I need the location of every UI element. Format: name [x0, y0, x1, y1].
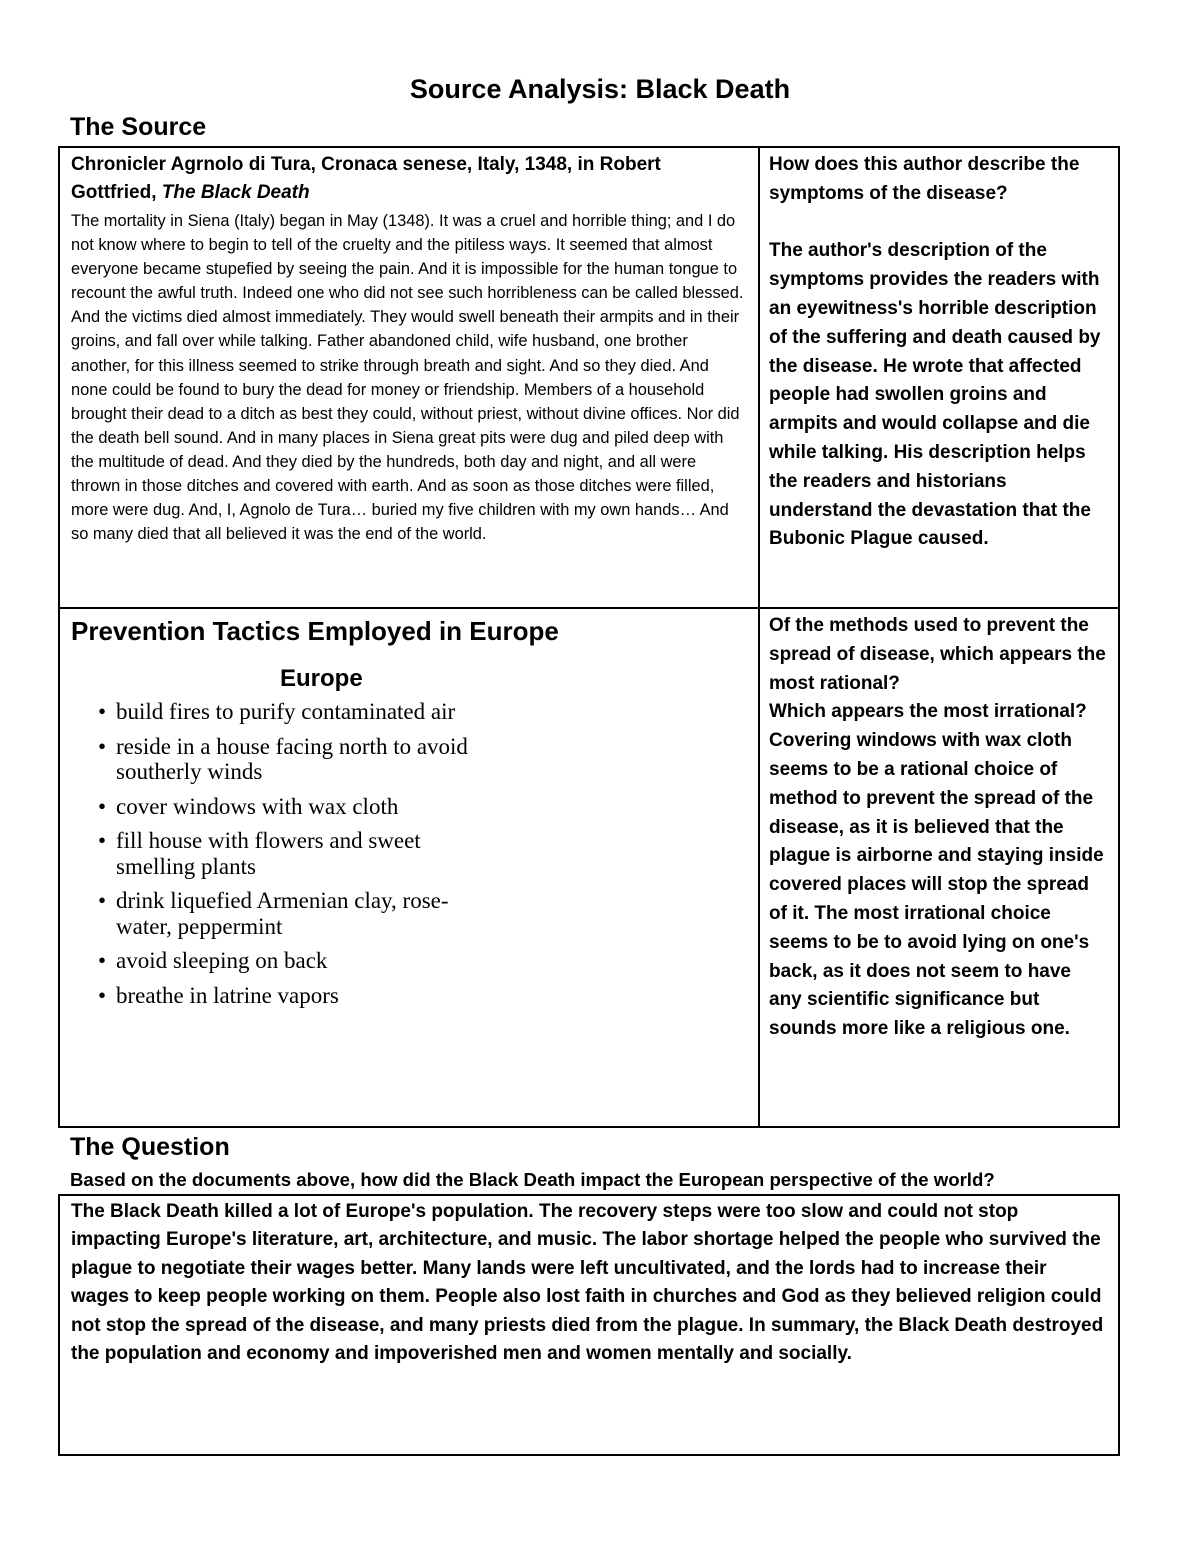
source-cell: [58, 146, 760, 609]
essay-box: [58, 1194, 1120, 1456]
list-item: • fill house with flowers and sweet smelling plants: [98, 828, 476, 879]
citation-book-title: The Black Death: [161, 182, 310, 203]
list-item: • cover windows with wax cloth: [98, 794, 516, 820]
source-heading: The Source: [70, 113, 207, 141]
methods-answer: Covering windows with wax cloth seems to be a rational choice of method to prevent the spread of the disease, as it is believed that the plague is airborne and staying inside covered places will stop the spread of it. The most irrational choice seems to be to avoid lying on one's back, as it does not seem to have any scientific significance but sounds more like a religious one.: [769, 730, 1104, 1040]
prevention-heading: Prevention Tactics Employed in Europe: [71, 616, 559, 646]
citation-text: Chronicler Agrnolo di Tura, Cronaca senese, Italy, 1348, in Robert Gottfried,: [71, 154, 661, 203]
list-item: • build fires to purify contaminated air: [98, 699, 516, 725]
list-item: • breathe in latrine vapors: [98, 983, 516, 1009]
methods-cell: [758, 607, 1120, 1128]
list-item: • avoid sleeping on back: [98, 948, 516, 974]
prevention-list: [98, 699, 516, 1017]
methods-question-irrational: Which appears the most irrational?: [769, 701, 1087, 723]
source-excerpt: The mortality in Siena (Italy) began in May (1348). It was a cruel and horrible thing; and I do not know where to begin to tell of the cruelty and the pitiless ways. It seemed that almost everyone became stupefied by seeing the pain. And it is impossible for the human tongue to recount the awful truth. Indeed one who did not see such horribleness can be called blessed. And the victims died almost immediately. They would swell beneath their armpits and in their groins, and fall over while talking. Father abandoned child, wife husband, one brother another, for this illness seemed to strike through breath and sight. And so they died. And none could be found to bury the dead for money or friendship. Members of a household brought their dead to a ditch as best they could, without priest, without divine offices. Nor did the death bell sound. And in many places in Siena great pits were dug and piled deep with the multitude of dead. And they died by the hundreds, both day and night, and all were thrown in those ditches and covered with earth. And as soon as those ditches were filled, more were dug. And, I, Agnolo de Tura… buried my five children with my own hands… And so many died that all believed it was the end of the world.: [71, 212, 744, 544]
symptoms-answer: The author's description of the symptoms provides the readers with an eyewitness's horrible description of the suffering and death caused by the disease. He wrote that affected people had swollen groins and armpits and would collapse and die while talking. His description helps the readers and historians understand the devastation that the Bubonic Plague caused.: [769, 240, 1101, 550]
page-title: Source Analysis: Black Death: [409, 74, 791, 104]
list-item: • reside in a house facing north to avoid southerly winds: [98, 734, 516, 785]
list-item: • drink liquefied Armenian clay, rose-water, peppermint: [98, 888, 496, 939]
symptoms-cell: [758, 146, 1120, 609]
question-text: Based on the documents above, how did the Black Death impact the European perspective of the world?: [70, 1169, 995, 1190]
source-citation: [71, 151, 746, 207]
prevention-list-title: Europe: [280, 665, 363, 692]
symptoms-question: How does this author describe the symptoms of the disease?: [769, 154, 1080, 204]
methods-question-rational: Of the methods used to prevent the spread of disease, which appears the most rational?: [769, 615, 1106, 694]
prevention-list-image: [88, 653, 548, 1015]
question-heading: The Question: [70, 1133, 230, 1161]
essay-text: The Black Death killed a lot of Europe's population. The recovery steps were too slow and could not stop impacting Europe's literature, art, architecture, and music. The labor shortage helped the people who survived the plague to negotiate their wages better. Many lands were left uncultivated, and the lords had to increase their wages to keep people working on them. People also lost faith in churches and God as they believed religion could not stop the spread of the disease, and many priests died from the plague. In summary, the Black Death destroyed the population and economy and impoverished men and women mentally and socially.: [71, 1201, 1104, 1365]
